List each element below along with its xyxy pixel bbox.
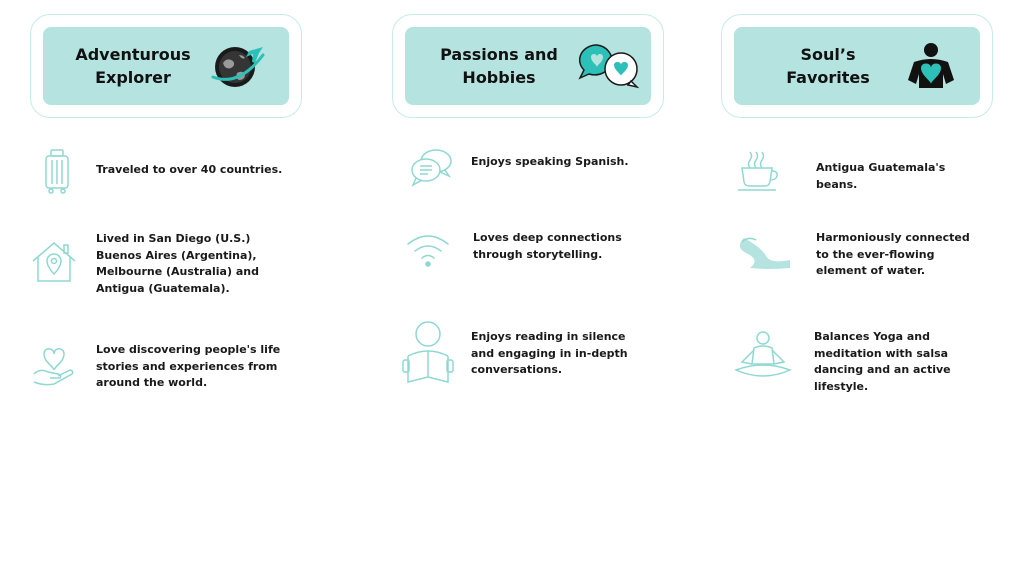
heart-hand-icon bbox=[32, 344, 76, 388]
item-text: Enjoys speaking Spanish. bbox=[471, 155, 629, 168]
card-title: Adventurous Explorer bbox=[75, 45, 191, 87]
adventurous-explorer-card bbox=[30, 14, 302, 118]
item-text: Balances Yoga and meditation with salsa dancing and an active lifestyle. bbox=[814, 330, 951, 393]
item-text: Traveled to over 40 countries. bbox=[96, 163, 283, 176]
reading-person-icon bbox=[402, 320, 454, 386]
person-heart-icon bbox=[906, 42, 956, 90]
card-banner bbox=[734, 27, 980, 105]
card-banner bbox=[43, 27, 289, 105]
chat-hearts-icon bbox=[577, 43, 641, 89]
item-text: Harmoniously connected to the ever-flowing element of water. bbox=[816, 231, 970, 277]
passions-hobbies-card bbox=[392, 14, 664, 118]
item-text: Antigua Guatemala's beans. bbox=[816, 161, 946, 191]
item-text: Love discovering people's life stories and experiences from around the world. bbox=[96, 343, 281, 389]
globe-airplane-icon bbox=[209, 41, 267, 91]
speech-bubbles-icon bbox=[410, 148, 454, 188]
card-title: Passions and Hobbies bbox=[440, 45, 558, 87]
suitcase-icon bbox=[42, 148, 72, 194]
item-text: Enjoys reading in silence and engaging in in-depth conversations. bbox=[471, 330, 628, 376]
card-title: Soul’s Favorites bbox=[786, 45, 870, 87]
wifi-icon bbox=[406, 234, 450, 268]
item-text: Loves deep connections through storytelling. bbox=[473, 231, 622, 261]
coffee-cup-icon bbox=[736, 150, 780, 192]
water-wave-icon bbox=[734, 232, 792, 276]
home-location-icon bbox=[30, 240, 78, 284]
meditation-icon bbox=[732, 330, 794, 382]
souls-favorites-card bbox=[721, 14, 993, 118]
card-banner bbox=[405, 27, 651, 105]
item-text: Lived in San Diego (U.S.) Buenos Aires (Argentina), Melbourne (Australia) and Antigua (Guatemala). bbox=[96, 232, 259, 295]
